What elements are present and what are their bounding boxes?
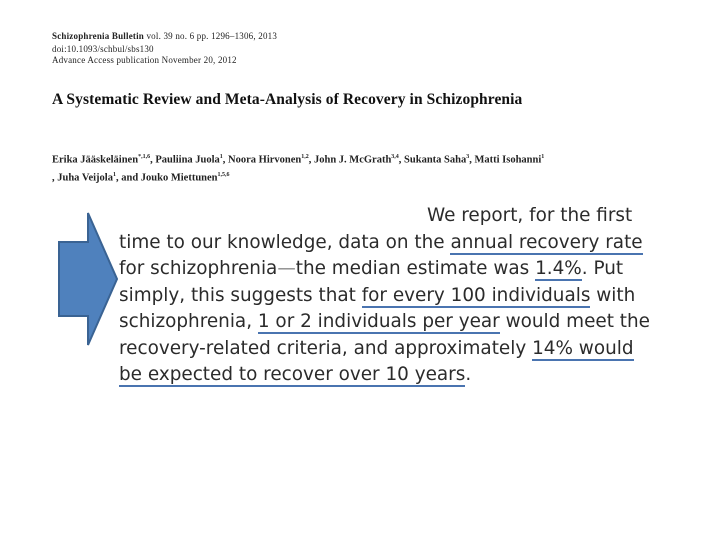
underlined-phrase: 14% would [532, 337, 634, 359]
author-name: Erika Jääskeläinen [52, 154, 139, 166]
author-name: , and Jouko Miettunen [115, 172, 218, 183]
author-affiliation: *,1,6 [138, 154, 151, 160]
author-affiliation: 3 [466, 154, 470, 160]
quote-line [119, 230, 699, 257]
underlined-phrase: annual recovery rate [450, 231, 643, 253]
quote-text: would meet the [499, 311, 650, 332]
quote-line [119, 336, 699, 363]
highlighted-quote [119, 203, 699, 389]
author-name: , Matti Isohanni [469, 154, 542, 166]
underlined-phrase: for every 100 individuals [361, 284, 591, 306]
quote-text: time to our knowledge, data on the [119, 231, 451, 253]
quote-line [119, 203, 699, 230]
author-affiliation: 1 [112, 171, 116, 178]
quote-text: simply, this suggests that [119, 284, 362, 306]
quote-text: . Put [581, 258, 624, 279]
author-name: , Juha Veijola [52, 172, 113, 183]
journal-citation [52, 26, 277, 44]
author-name: , Sukanta Saha [398, 154, 467, 166]
right-arrow-icon [58, 212, 118, 346]
author-affiliation: 1,5,6 [217, 171, 230, 178]
journal-name: Schizophrenia Bulletin [52, 31, 145, 41]
journal-header [52, 26, 277, 66]
journal-publication-date: Advance Access publication November 20, 2012 [52, 55, 237, 65]
author-name: , John J. McGrath [308, 154, 392, 166]
underlined-phrase: be expected to recover over 10 years [119, 364, 466, 385]
quote-text: with [590, 284, 636, 306]
quote-text: We report, for the first [427, 205, 633, 226]
quote-line [119, 283, 699, 310]
quote-line [119, 256, 699, 283]
quote-text: recovery-related criteria, and approximately [119, 337, 533, 359]
author-name: , Pauliina Juola [150, 154, 220, 166]
quote-line [119, 362, 699, 389]
quote-text: . [465, 364, 472, 385]
quote-text: schizophrenia, [119, 311, 258, 332]
underlined-phrase: 1.4% [535, 258, 582, 279]
quote-text: the median estimate was [295, 258, 536, 279]
author-affiliation: 3,4 [391, 154, 399, 160]
author-list [52, 150, 692, 185]
author-name: , Noora Hirvonen [222, 154, 302, 166]
author-affiliation: 1,2 [301, 154, 309, 160]
underlined-phrase: 1 or 2 individuals per year [257, 311, 500, 332]
paper-title: A Systematic Review and Meta-Analysis of Recovery in Schizophrenia [52, 91, 523, 108]
author-affiliation: 1 [541, 154, 545, 160]
em-dash: — [277, 258, 296, 279]
quote-line [119, 309, 699, 336]
author-affiliation: 1 [219, 154, 223, 160]
journal-doi: doi:10.1093/schbul/sbs130 [52, 44, 154, 54]
quote-text: for schizophrenia [119, 258, 278, 279]
journal-volume: vol. 39 no. 6 pp. 1296–1306, 2013 [144, 31, 278, 41]
